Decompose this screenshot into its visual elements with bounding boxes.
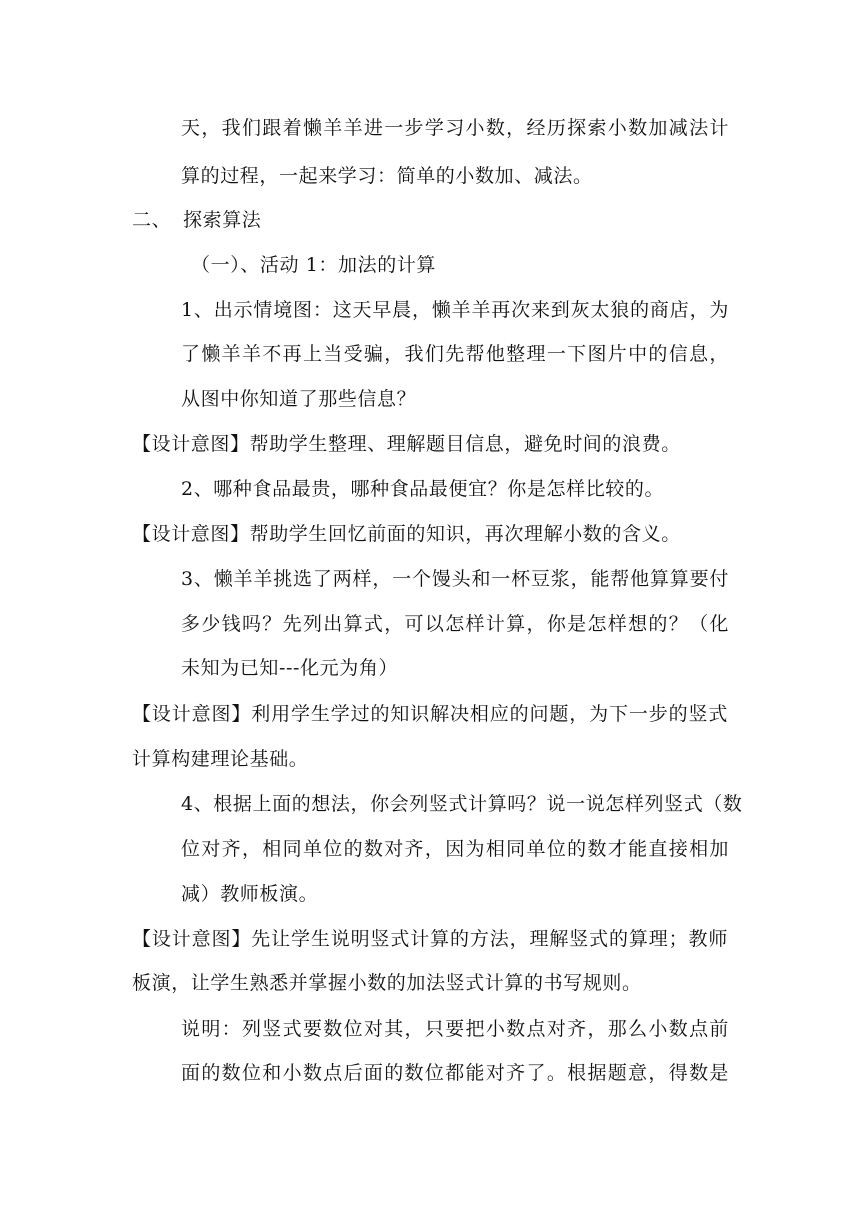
paragraph-line: 1、出示情境图：这天早晨，懒羊羊再次来到灰太狼的商店，为 <box>181 299 729 321</box>
design-intent-note: 计算构建理论基础。 <box>132 748 309 770</box>
paragraph-line: 算的过程，一起来学习：简单的小数加、减法。 <box>181 165 593 187</box>
paragraph-line: 位对齐，相同单位的数对齐，因为相同单位的数才能直接相加 <box>181 838 729 860</box>
section-heading: 探索算法 <box>183 209 262 231</box>
design-intent-note: 板演，让学生熟悉并掌握小数的加法竖式计算的书写规则。 <box>132 972 642 994</box>
paragraph-line: 2、哪种食品最贵，哪种食品最便宜？你是怎样比较的。 <box>181 478 665 500</box>
design-intent-note: 【设计意图】利用学生学过的知识解决相应的问题，为下一步的竖式 <box>132 703 728 725</box>
paragraph-line: 减）教师板演。 <box>181 883 319 905</box>
paragraph-line: 从图中你知道了那些信息？ <box>181 388 417 410</box>
paragraph-line: 多少钱吗？先列出算式，可以怎样计算，你是怎样想的？（化 <box>181 613 729 635</box>
subsection-heading: （一）、活动 1：加法的计算 <box>191 254 437 276</box>
paragraph-line: 4、根据上面的想法，你会列竖式计算吗？说一说怎样列竖式（数 <box>181 793 743 815</box>
section-number: 二、 <box>132 209 172 231</box>
paragraph-line: 天，我们跟着懒羊羊进一步学习小数，经历探索小数加减法计 <box>181 117 729 139</box>
design-intent-note: 【设计意图】帮助学生整理、理解题目信息，避免时间的浪费。 <box>132 433 681 455</box>
design-intent-note: 【设计意图】帮助学生回忆前面的知识，再次理解小数的含义。 <box>132 523 681 545</box>
design-intent-note: 【设计意图】先让学生说明竖式计算的方法，理解竖式的算理；教师 <box>132 928 728 950</box>
paragraph-line: 3、懒羊羊挑选了两样，一个馒头和一杯豆浆，能帮他算算要付 <box>181 568 729 590</box>
paragraph-line: 未知为已知---化元为角） <box>181 657 399 679</box>
paragraph-line: 了懒羊羊不再上当受骗，我们先帮他整理一下图片中的信息， <box>181 343 729 365</box>
paragraph-line: 说明：列竖式要数位对其，只要把小数点对齐，那么小数点前 <box>181 1018 729 1040</box>
paragraph-line: 面的数位和小数点后面的数位都能对齐了。根据题意，得数是 <box>181 1062 729 1084</box>
